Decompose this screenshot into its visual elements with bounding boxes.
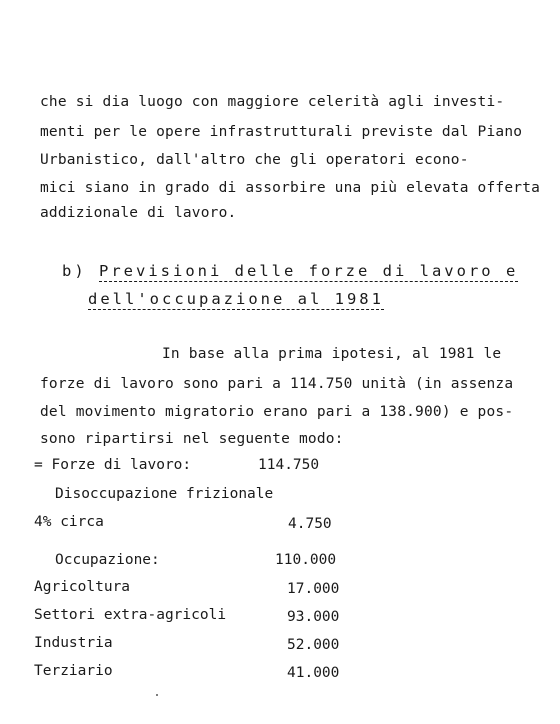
section-marker: b) — [62, 262, 87, 280]
text-line: In base alla prima ipotesi, al 1981 le — [162, 346, 502, 362]
row-value: 114.750 — [258, 457, 320, 473]
row-value: 93.000 — [287, 609, 340, 625]
row-label: Agricoltura — [34, 579, 131, 595]
row-label: Occupazione: — [55, 552, 160, 568]
text-line: sono ripartirsi nel seguente modo: — [40, 431, 344, 447]
section-title-line-2: dell'occupazione al 1981 — [88, 290, 384, 308]
text-line: forze di lavoro sono pari a 114.750 unità (in assenza — [40, 376, 514, 392]
row-value: 110.000 — [275, 552, 337, 568]
section-title-line-1: Previsioni delle forze di lavoro e — [99, 262, 519, 280]
row-label: 4% circa — [34, 514, 104, 530]
row-label: Industria — [34, 635, 113, 651]
row-value: 17.000 — [287, 581, 340, 597]
row-label: Settori extra-agricoli — [34, 607, 227, 623]
text-line: addizionale di lavoro. — [40, 205, 237, 221]
row-value: 41.000 — [287, 665, 340, 681]
row-label: Terziario — [34, 663, 113, 679]
row-label: Disoccupazione frizionale — [55, 486, 274, 502]
row-label: = Forze di lavoro: — [34, 457, 192, 473]
text-line: che si dia luogo con maggiore celerità agli investi- — [40, 94, 505, 110]
text-line: Urbanistico, dall'altro che gli operatori econo- — [40, 152, 469, 168]
text-line: menti per le opere infrastrutturali previste dal Piano — [40, 124, 523, 140]
row-value: 52.000 — [287, 637, 340, 653]
scan-speck — [156, 694, 158, 696]
text-line: del movimento migratorio erano pari a 138.900) e pos- — [40, 404, 514, 420]
row-value: 4.750 — [288, 516, 332, 532]
text-line: mici siano in grado di assorbire una più elevata offerta — [40, 180, 541, 196]
